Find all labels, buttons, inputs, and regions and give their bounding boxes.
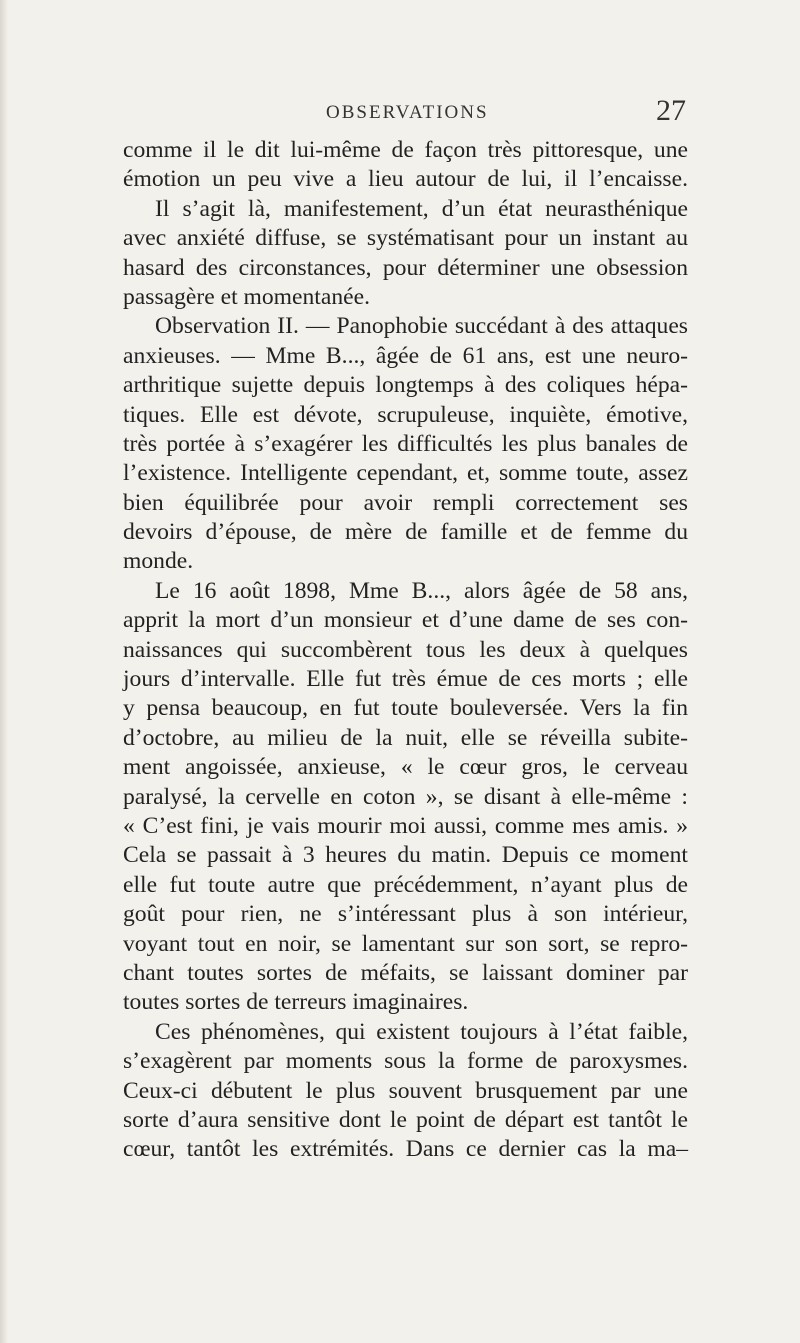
text-line: apprit la mort d’un monsieur et d’une dame de ses con-: [123, 607, 688, 634]
text-line: anxieuses. — Mme B..., âgée de 61 ans, est une neuro-: [123, 342, 688, 369]
text-line: tiques. Elle est dévote, scrupuleuse, inquiète, émotive,: [123, 401, 688, 428]
text-line: devoirs d’épouse, de mère de famille et de femme du: [123, 519, 688, 546]
text-line: très portée à s’exagérer les difficultés les plus banales de: [123, 430, 688, 457]
text-line: voyant tout en noir, se lamentant sur son sort, se repro-: [123, 930, 688, 957]
text-line: l’existence. Intelligente cependant, et, somme toute, assez: [123, 460, 688, 487]
text-line: Cela se passait à 3 heures du matin. Depuis ce moment: [123, 842, 688, 869]
text-line: arthritique sujette depuis longtemps à des coliques hépa-: [123, 372, 688, 399]
text-line: Ces phénomènes, qui existent toujours à l’état faible,: [155, 1018, 688, 1045]
text-line: sorte d’aura sensitive dont le point de départ est tantôt le: [123, 1106, 688, 1133]
text-line: « C’est fini, je vais mourir moi aussi, comme mes amis. »: [123, 812, 688, 839]
text-line: passagère et momentanée.: [123, 283, 370, 310]
text-line: goût pour rien, ne s’intéressant plus à son intérieur,: [123, 901, 688, 928]
text-line: émotion un peu vive a lieu autour de lui, il l’encaisse.: [123, 166, 688, 193]
text-line: toutes sortes de terreurs imaginaires.: [123, 989, 469, 1016]
text-line: Le 16 août 1898, Mme B..., alors âgée de 58 ans,: [155, 577, 688, 604]
running-head: OBSERVATIONS: [326, 102, 489, 123]
text-line: comme il le dit lui-même de façon très pittoresque, une: [123, 137, 688, 163]
text-line: ment angoissée, anxieuse, « le cœur gros, le cerveau: [123, 754, 688, 781]
page-edge: [0, 0, 8, 1343]
text-line: chant toutes sortes de méfaits, se laissant dominer par: [123, 959, 688, 986]
text-line: Observation II. — Panophobie succédant à des attaques: [155, 313, 688, 340]
text-line: naissances qui succombèrent tous les deux à quelques: [123, 636, 688, 663]
page-header: [0, 94, 800, 140]
body-text: [123, 136, 688, 1165]
text-line: avec anxiété diffuse, se systématisant pour un instant au: [123, 225, 688, 252]
text-line: monde.: [123, 548, 194, 575]
page-number: 27: [656, 94, 686, 127]
text-line: elle fut toute autre que précédemment, n’ayant plus de: [123, 871, 688, 898]
text-line: s’exagèrent par moments sous la forme de paroxysmes.: [123, 1048, 688, 1075]
text-line: bien équilibrée pour avoir rempli correctement ses: [123, 489, 688, 516]
text-line: hasard des circonstances, pour déterminer une obsession: [123, 254, 688, 281]
text-line: cœur, tantôt les extrémités. Dans ce dernier cas la ma–: [123, 1136, 688, 1163]
text-line: Ceux-ci débutent le plus souvent brusquement par une: [123, 1077, 688, 1104]
text-line: d’octobre, au milieu de la nuit, elle se réveilla subite-: [123, 724, 688, 751]
text-line: paralysé, la cervelle en coton », se disant à elle-même :: [123, 783, 688, 810]
text-line: jours d’intervalle. Elle fut très émue de ces morts ; elle: [123, 666, 688, 693]
text-line: Il s’agit là, manifestement, d’un état neurasthénique: [155, 195, 688, 222]
text-line: y pensa beaucoup, en fut toute bouleversée. Vers la fin: [123, 695, 688, 722]
